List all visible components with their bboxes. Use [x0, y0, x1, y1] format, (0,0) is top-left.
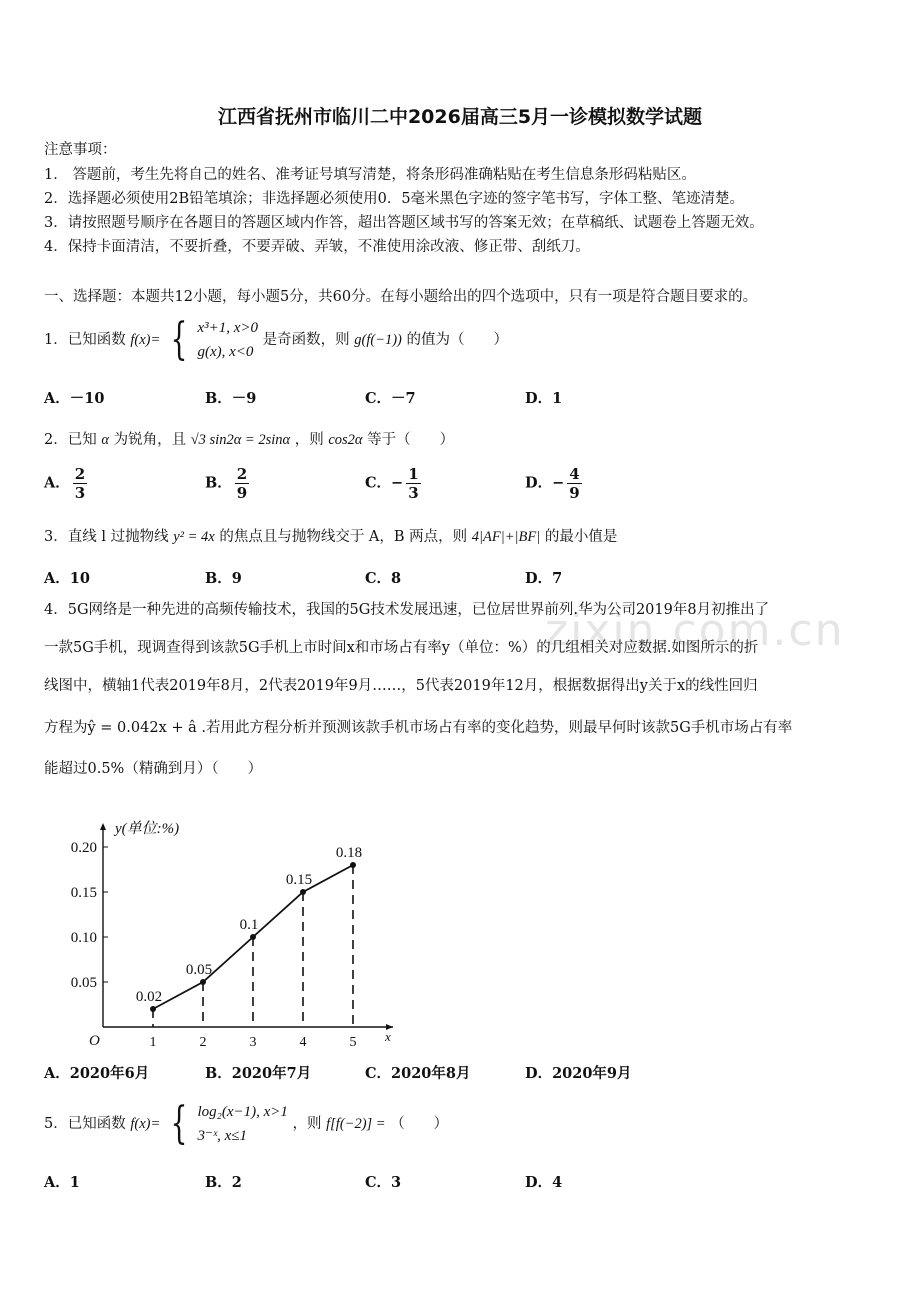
notice-item: 1． 答题前，考生先将自己的姓名、准考证号填写清楚，将条形码准确粘贴在考生信息条形码粘贴区。: [44, 167, 696, 183]
q5-option-c[interactable]: C．3: [365, 1174, 402, 1191]
data-point: [350, 862, 356, 868]
q5-case1: log₂(x−1), x>1: [197, 1104, 288, 1120]
q5-prefix: 5．已知函数: [44, 1116, 126, 1132]
data-point: [300, 889, 306, 895]
q4-option-d[interactable]: D．2020年9月: [525, 1065, 632, 1082]
q2-mid2: ，则: [294, 432, 324, 448]
q3-prefix: 3．直线 l 过抛物线: [44, 529, 169, 545]
data-label: 0.05: [185, 962, 213, 978]
data-label: 0.1: [239, 917, 259, 933]
q3-tail: 的最小值是: [544, 529, 618, 545]
y-tick-label: 0.20: [70, 840, 97, 856]
y-tick-label: 0.05: [70, 975, 97, 991]
q1-fx: f(x)=: [130, 332, 161, 348]
watermark: zixin.com.cn: [545, 605, 845, 656]
notice-item: 4．保持卡面清洁，不要折叠，不要弄破、弄皱，不准使用涂改液、修正带、刮纸刀。: [44, 239, 590, 255]
brace-symbol: {: [170, 314, 188, 365]
q1-option-b[interactable]: B．－9: [205, 390, 257, 407]
notice-item: 3．请按照题号顺序在各题目的答题区域内作答，超出答题区域书写的答案无效；在草稿纸、试题卷上答题无效。: [44, 215, 764, 231]
q2-option-d[interactable]: D．− $\frac{4}{9}$: [525, 465, 580, 502]
q2-mid1: 为锐角，且: [113, 432, 187, 448]
notice-heading: 注意事项：: [44, 142, 117, 158]
q5-expr: f[f(−2)] =: [326, 1116, 386, 1132]
q2-expr: cos2α: [328, 432, 363, 448]
q3-mid: 的焦点且与抛物线交于 A，B 两点，则: [219, 529, 468, 545]
q1-option-d[interactable]: D．1: [525, 390, 563, 407]
q2-prefix: 2．已知: [44, 432, 97, 448]
q4-line: 4．5G网络是一种先进的高频传输技术，我国的5G技术发展迅速，已位居世界前列.华为公司2019年8月初推出了: [44, 602, 770, 618]
x-tick-label: 5: [349, 1035, 357, 1050]
q4-option-b[interactable]: B．2020年7月: [205, 1065, 312, 1082]
data-label: 0.02: [135, 989, 163, 1005]
data-point: [150, 1006, 156, 1012]
x-tick-label: 1: [149, 1035, 157, 1050]
q1-expr: g(f(−1)): [354, 332, 402, 348]
q5-case2: 3⁻ˣ, x≤1: [197, 1128, 248, 1144]
line-chart: [55, 805, 425, 1055]
q3-option-a[interactable]: A．10: [44, 570, 90, 587]
q4-option-a[interactable]: A．2020年6月: [44, 1065, 150, 1082]
section-heading: 一、选择题：本题共12小题，每小题5分，共60分。在每小题给出的四个选项中，只有一项是符合题目要求的。: [44, 289, 758, 305]
q2-option-b[interactable]: B． $\frac{2}{9}$: [205, 465, 248, 502]
q5-option-b[interactable]: B．2: [205, 1174, 242, 1191]
q3-expr: 4|AF|+|BF|: [471, 529, 541, 545]
y-axis-label: y(单位:%): [115, 821, 180, 837]
page-title: 江西省抚州市临川二中2026届高三5月一诊模拟数学试题: [217, 106, 703, 128]
q3-option-b[interactable]: B．9: [205, 570, 242, 587]
q4-option-c[interactable]: C．2020年8月: [365, 1065, 471, 1082]
q5-tail: （ ）: [390, 1116, 449, 1132]
x-tick-label: 3: [249, 1035, 257, 1050]
q2-option-a[interactable]: A． $\frac{2}{3}$: [44, 465, 86, 502]
question-1: [44, 316, 508, 364]
q4-line: 方程为ŷ = 0.042x + â .若用此方程分析并预测该款手机市场占有率的变化趋势，则最早何时该款5G手机市场占有率: [44, 720, 793, 736]
q1-cases: [197, 316, 258, 364]
q5-option-d[interactable]: D．4: [525, 1174, 563, 1191]
q2-equation: √3 sin2α = 2sinα: [190, 432, 291, 448]
q5-option-a[interactable]: A．1: [44, 1174, 80, 1191]
q1-suffix: 是奇函数，则: [262, 332, 350, 348]
q1-case2: g(x), x<0: [197, 344, 254, 360]
y-axis-arrow: [100, 823, 106, 830]
q5-mid: ，则: [292, 1116, 322, 1132]
q1-prefix: 1．已知函数: [44, 332, 126, 348]
q3-option-d[interactable]: D．7: [525, 570, 563, 587]
x-tick-label: 2: [199, 1035, 207, 1050]
q2-alpha: α: [101, 432, 109, 448]
y-tick-label: 0.10: [70, 930, 97, 946]
q4-line: 线图中，横轴1代表2019年8月，2代表2019年9月……，5代表2019年12月，根据数据得出y关于x的线性回归: [44, 678, 758, 694]
question-5: [44, 1100, 448, 1148]
x-axis-label: x: [385, 1029, 391, 1044]
q1-option-c[interactable]: C．－7: [365, 390, 416, 407]
origin-label: O: [89, 1033, 100, 1049]
data-label: 0.15: [285, 872, 313, 888]
q3-equation: y² = 4x: [173, 529, 215, 545]
y-tick-label: 0.15: [70, 885, 97, 901]
data-point: [200, 979, 206, 985]
q4-line: 一款5G手机，现调查得到该款5G手机上市时间x和市场占有率y（单位：%）的几组相关对应数据.如图所示的折: [44, 640, 759, 656]
notice-item: 2．选择题必须使用2B铅笔填涂；非选择题必须使用0．5毫米黑色字迹的签字笔书写，字体工整、笔迹清楚。: [44, 191, 745, 207]
q5-fx: f(x)=: [130, 1116, 161, 1132]
question-3: [44, 525, 617, 546]
q4-line: 能超过0.5%（精确到月）（ ）: [44, 761, 263, 777]
q2-option-c[interactable]: C．− $\frac{1}{3}$: [365, 465, 419, 502]
brace-symbol: {: [170, 1098, 188, 1149]
data-point: [250, 934, 256, 940]
q5-cases: [197, 1100, 287, 1148]
data-label: 0.18: [335, 845, 363, 861]
q3-option-c[interactable]: C．8: [365, 570, 402, 587]
x-tick-label: 4: [299, 1035, 307, 1050]
q2-tail: 等于（ ）: [367, 432, 455, 448]
q1-case1: x³+1, x>0: [197, 320, 259, 336]
question-2: [44, 428, 454, 449]
q1-option-a[interactable]: A．－10: [44, 390, 105, 407]
q1-tail: 的值为（ ）: [406, 332, 508, 348]
